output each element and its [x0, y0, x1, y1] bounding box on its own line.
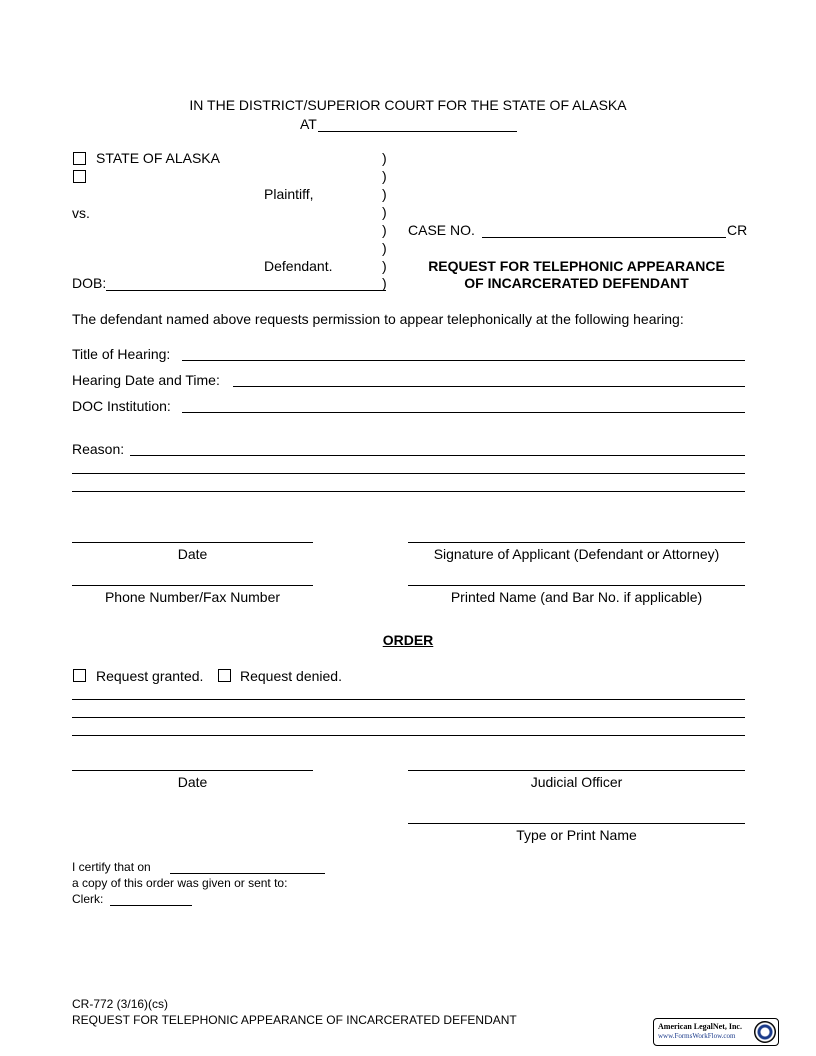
- caption-paren: ): [382, 240, 387, 256]
- state-of-alaska-label: STATE OF ALASKA: [96, 150, 220, 166]
- intro-text: The defendant named above requests permission to appear telephonically at the following hearing:: [72, 311, 684, 327]
- reason-label: Reason:: [72, 441, 125, 457]
- caption-paren: ): [382, 186, 387, 202]
- type-print-name-label: Type or Print Name: [516, 827, 637, 843]
- request-denied-label: Request denied.: [240, 668, 342, 684]
- order-text-line[interactable]: [72, 717, 745, 718]
- order-heading: ORDER: [382, 632, 434, 648]
- caption-paren: ): [382, 150, 387, 166]
- request-granted-label: Request granted.: [96, 668, 204, 684]
- certify-copy-text: a copy of this order was given or sent to:: [72, 876, 288, 890]
- judicial-officer-label: Judicial Officer: [530, 774, 623, 790]
- clerk-label: Clerk:: [72, 892, 104, 906]
- certify-date-field[interactable]: [170, 873, 325, 874]
- caption-paren: ): [382, 258, 387, 274]
- case-no-label: CASE NO.: [408, 222, 475, 238]
- dob-field[interactable]: [106, 290, 386, 291]
- hearing-date-time-field[interactable]: [233, 386, 745, 387]
- order-date-label: Date: [177, 774, 208, 790]
- caption-paren: ): [382, 275, 387, 291]
- order-text-line[interactable]: [72, 699, 745, 700]
- case-cr-suffix: CR: [727, 222, 748, 238]
- doc-institution-label: DOC Institution:: [72, 398, 171, 414]
- doc-institution-field[interactable]: [182, 412, 745, 413]
- caption-paren: ): [382, 204, 387, 220]
- order-date-field[interactable]: [72, 770, 313, 771]
- clerk-field[interactable]: [110, 905, 192, 906]
- court-heading: IN THE DISTRICT/SUPERIOR COURT FOR THE STATE OF ALASKA: [189, 97, 627, 113]
- reason-field-line[interactable]: [72, 491, 745, 492]
- hearing-date-time-label: Hearing Date and Time:: [72, 372, 220, 388]
- certify-text: I certify that on: [72, 860, 151, 874]
- form-number: CR-772 (3/16)(cs): [72, 997, 169, 1011]
- american-legalnet-logo: [653, 1018, 779, 1046]
- reason-field[interactable]: [130, 455, 745, 456]
- plaintiff-label: Plaintiff,: [264, 186, 314, 202]
- title-of-hearing-label: Title of Hearing:: [72, 346, 171, 362]
- state-of-alaska-checkbox[interactable]: [73, 152, 86, 165]
- title-of-hearing-field[interactable]: [182, 360, 745, 361]
- printed-name-label: Printed Name (and Bar No. if applicable): [450, 589, 703, 605]
- applicant-date-field[interactable]: [72, 542, 313, 543]
- logo-company-name: American LegalNet, Inc.: [658, 1022, 742, 1031]
- applicant-signature-field[interactable]: [408, 542, 745, 543]
- at-label: AT: [300, 116, 317, 132]
- judicial-officer-field[interactable]: [408, 770, 745, 771]
- reason-field-line[interactable]: [72, 473, 745, 474]
- phone-fax-label: Phone Number/Fax Number: [104, 589, 281, 605]
- case-no-field[interactable]: [482, 237, 726, 238]
- request-granted-checkbox[interactable]: [73, 669, 86, 682]
- vs-label: vs.: [72, 205, 90, 221]
- footer-form-title: REQUEST FOR TELEPHONIC APPEARANCE OF INCARCERATED DEFENDANT: [72, 1013, 517, 1027]
- caption-paren: ): [382, 168, 387, 184]
- order-text-line[interactable]: [72, 735, 745, 736]
- form-title-line1: REQUEST FOR TELEPHONIC APPEARANCE: [428, 258, 725, 274]
- phone-fax-field[interactable]: [72, 585, 313, 586]
- form-title-line2: OF INCARCERATED DEFENDANT: [464, 275, 689, 291]
- applicant-signature-label: Signature of Applicant (Defendant or Attorney): [433, 546, 720, 562]
- printed-name-field[interactable]: [408, 585, 745, 586]
- request-denied-checkbox[interactable]: [218, 669, 231, 682]
- other-plaintiff-checkbox[interactable]: [73, 170, 86, 183]
- at-location-field[interactable]: [318, 131, 517, 132]
- defendant-label: Defendant.: [264, 258, 333, 274]
- dob-label: DOB:: [72, 275, 107, 291]
- logo-url: www.FormsWorkFlow.com: [658, 1032, 736, 1040]
- caption-paren: ): [382, 222, 387, 238]
- logo-seal-icon: [754, 1021, 776, 1043]
- applicant-date-label: Date: [177, 546, 208, 562]
- type-print-name-field[interactable]: [408, 823, 745, 824]
